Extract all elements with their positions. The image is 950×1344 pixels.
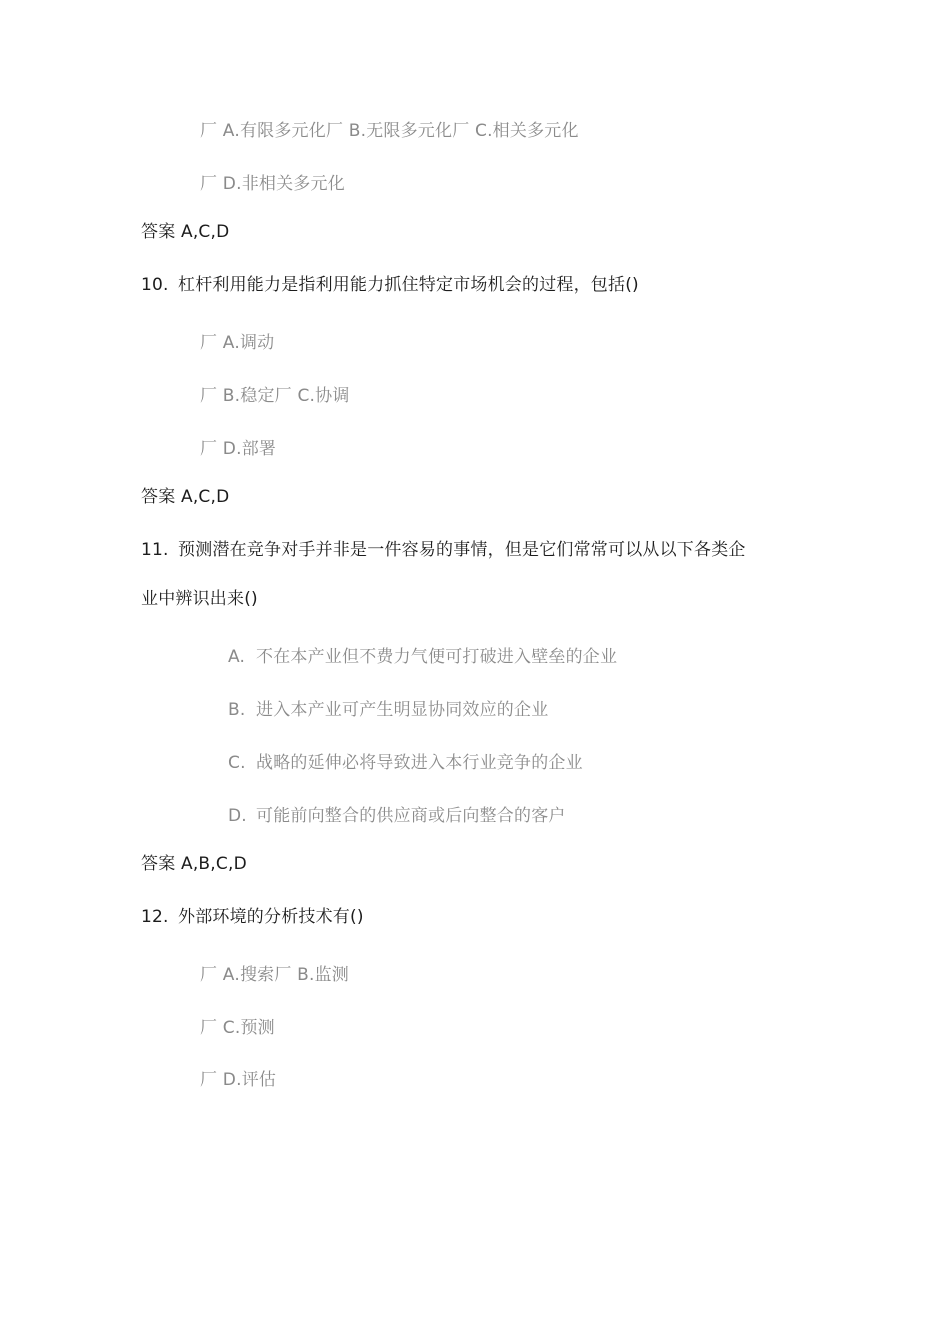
- question-10: [141, 273, 639, 297]
- option-line: 厂 A.调动: [200, 333, 275, 353]
- question-number: 11.: [141, 540, 169, 560]
- option-line: 厂 A.搜索厂 B.监测: [200, 965, 350, 985]
- option-line: 厂 B.稳定厂 C.协调: [200, 386, 350, 406]
- option-text: 可能前向整合的供应商或后向整合的客户: [256, 806, 566, 826]
- option-line: [228, 751, 583, 775]
- question-text-continued: 业中辨识出来(): [141, 589, 258, 609]
- question-number: 12.: [141, 907, 169, 927]
- answer-line: 答案 A,C,D: [141, 222, 230, 242]
- option-letter: D.: [228, 806, 247, 826]
- option-line: [228, 804, 566, 828]
- option-line: 厂 D.非相关多元化: [200, 174, 345, 194]
- option-line: 厂 A.有限多元化厂 B.无限多元化厂 C.相关多元化: [200, 121, 579, 141]
- option-text: 战略的延伸必将导致进入本行业竞争的企业: [256, 753, 583, 773]
- question-text: 预测潜在竞争对手并非是一件容易的事情，但是它们常常可以从以下各类企: [178, 540, 746, 560]
- option-line: 厂 D.评估: [200, 1070, 277, 1090]
- option-line: [228, 645, 617, 669]
- question-11: [141, 538, 746, 562]
- option-text: 不在本产业但不费力气便可打破进入壁垒的企业: [256, 647, 618, 667]
- question-text: 杠杆利用能力是指利用能力抓住特定市场机会的过程，包括(): [178, 275, 639, 295]
- option-line: 厂 D.部署: [200, 439, 277, 459]
- option-letter: A.: [228, 647, 246, 667]
- answer-line: 答案 A,C,D: [141, 487, 230, 507]
- option-text: 进入本产业可产生明显协同效应的企业: [256, 700, 549, 720]
- option-letter: B.: [228, 700, 246, 720]
- option-line: [228, 698, 548, 722]
- question-number: 10.: [141, 275, 169, 295]
- answer-line: 答案 A,B,C,D: [141, 854, 247, 874]
- question-12: [141, 905, 364, 929]
- option-letter: C.: [228, 753, 246, 773]
- option-line: 厂 C.预测: [200, 1018, 275, 1038]
- question-text: 外部环境的分析技术有(): [178, 907, 364, 927]
